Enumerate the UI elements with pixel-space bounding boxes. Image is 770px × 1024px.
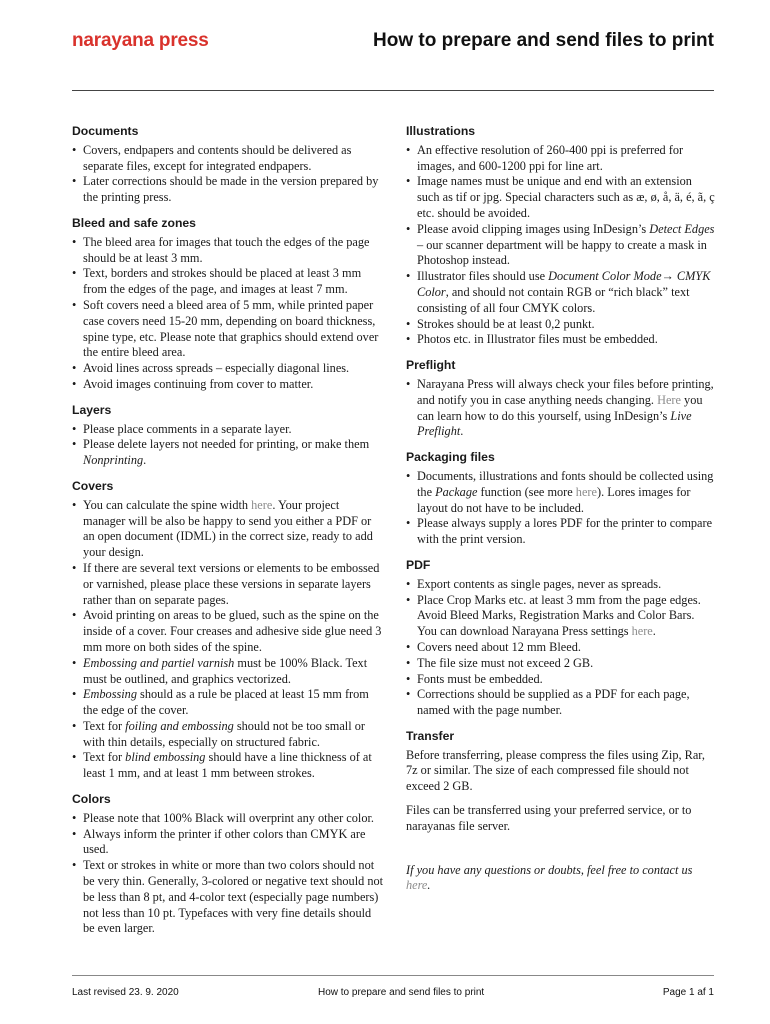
footer-divider bbox=[72, 975, 714, 976]
emphasis: Embossing bbox=[83, 687, 137, 702]
left-column bbox=[72, 124, 384, 947]
list-item: • Photos etc. in Illustrator files must be embedded. bbox=[406, 332, 716, 348]
paragraph: Files can be transferred using your preferred service, or to narayanas file server. bbox=[406, 803, 692, 833]
emphasis: blind embossing bbox=[125, 750, 206, 765]
list-item bbox=[72, 437, 384, 469]
list-item: • Avoid lines across spreads – especially diagonal lines. bbox=[72, 361, 384, 377]
emphasis: Live Preflight bbox=[417, 408, 692, 439]
list-item: • Image names must be unique and end with an extension such as tif or jpg. Special characters such as æ, ø, å, ä, é, ã, ç etc. should be avoided. bbox=[406, 174, 716, 221]
right-column bbox=[406, 124, 716, 902]
preflight-list bbox=[406, 377, 716, 440]
list-item bbox=[72, 498, 384, 561]
contact-link[interactable]: here bbox=[406, 878, 428, 893]
text: Please avoid clipping images using InDesign’s bbox=[417, 221, 650, 236]
text: . bbox=[460, 424, 464, 439]
brand-logo-text: narayana press bbox=[72, 30, 209, 51]
text: – our scanner department will be happy to create a mask in Photoshop instead. bbox=[417, 237, 707, 268]
contact-note bbox=[406, 863, 716, 895]
list-item bbox=[72, 687, 384, 719]
section-covers bbox=[72, 479, 384, 782]
document-title: How to prepare and send files to print bbox=[373, 30, 714, 51]
section-transfer bbox=[406, 729, 716, 835]
list-item bbox=[406, 269, 716, 316]
section-heading-documents: Documents bbox=[72, 124, 139, 138]
list-item: • Always inform the printer if other colors than CMYK are used. bbox=[72, 827, 384, 859]
footer-page-number: Page 1 af 1 bbox=[662, 987, 714, 998]
text: must be 100% Black. Text must be outlined, and graphics vectorized. bbox=[83, 655, 368, 686]
emphasis: Document Color Mode→ CMYK Color bbox=[417, 269, 711, 299]
text: Place Crop Marks etc. at least 3 mm from the page edges. Avoid Bleed Marks, Registration Marks and Color Bars. You can download Narayana Press settings bbox=[417, 592, 701, 639]
list-item bbox=[72, 656, 384, 688]
list-item: • Avoid images continuing from cover to matter. bbox=[72, 377, 384, 393]
paragraph: Before transferring, please compress the files using Zip, Rar, 7z or similar. The size of each compressed file should not exceed 2 GB. bbox=[406, 747, 705, 794]
text: should not be too small or with thin details, especially on structured fabric. bbox=[83, 718, 365, 749]
list-item: • The bleed area for images that touch the edges of the page should be at least 3 mm. bbox=[72, 235, 384, 267]
list-item: • Covers need about 12 mm Bleed. bbox=[406, 640, 716, 656]
section-preflight bbox=[406, 358, 716, 440]
list-item: • Text, borders and strokes should be placed at least 3 mm from the edges of the page, and images at least 7 mm. bbox=[72, 266, 384, 298]
section-bleed bbox=[72, 216, 384, 393]
text: . bbox=[143, 453, 147, 468]
footer-title: How to prepare and send files to print bbox=[318, 987, 485, 998]
section-heading-packaging: Packaging files bbox=[406, 450, 495, 465]
spine-width-link[interactable]: here bbox=[251, 497, 273, 512]
colors-list bbox=[72, 811, 384, 937]
section-heading-preflight: Preflight bbox=[406, 358, 456, 373]
section-heading-colors: Colors bbox=[72, 792, 111, 807]
emphasis: Detect Edges bbox=[649, 221, 715, 236]
list-item: • Later corrections should be made in the version prepared by the printing press. bbox=[72, 174, 384, 206]
section-heading-covers: Covers bbox=[72, 478, 114, 493]
text: Text for bbox=[83, 750, 126, 765]
list-item bbox=[72, 750, 384, 782]
list-item: • An effective resolution of 260-400 ppi is preferred for images, and 600-1200 ppi for line art. bbox=[406, 143, 716, 175]
section-illustrations bbox=[406, 124, 716, 348]
section-pdf bbox=[406, 558, 716, 719]
list-item bbox=[406, 593, 716, 640]
section-documents bbox=[72, 124, 384, 206]
text: Illustrator files should use bbox=[417, 269, 549, 284]
list-item: • Text or strokes in white or more than two colors should not be very thin. Generally, 3-colored or negative text should not be less than 8 pt, and 4-color text (especially page numbers) not less than 10 pt. Typefaces with very fine details should be even larger. bbox=[72, 858, 384, 937]
package-link[interactable]: here bbox=[575, 484, 597, 499]
list-item bbox=[406, 377, 716, 440]
illustrations-list bbox=[406, 143, 716, 348]
list-item: • The file size must not exceed 2 GB. bbox=[406, 656, 716, 672]
list-item: • If there are several text versions or elements to be embossed or varnished, please place these versions in separate layers rather than on separate pages. bbox=[72, 561, 384, 608]
list-item bbox=[406, 222, 716, 269]
list-item: • Corrections should be supplied as a PDF for each page, named with the page number. bbox=[406, 687, 716, 719]
list-item: • Fonts must be embedded. bbox=[406, 672, 716, 688]
layers-list bbox=[72, 422, 384, 469]
list-item: • Covers, endpapers and contents should be delivered as separate files, except for integrated endpapers. bbox=[72, 143, 384, 175]
list-item: • Strokes should be at least 0,2 punkt. bbox=[406, 317, 716, 333]
list-item: • Avoid printing on areas to be glued, such as the spine on the inside of a cover. Four creases and adhesive side glue need 3 mm more on both sides of the spine. bbox=[72, 608, 384, 655]
section-colors bbox=[72, 792, 384, 937]
covers-list bbox=[72, 498, 384, 782]
text: Please delete layers not needed for printing, or make them bbox=[83, 437, 370, 452]
header-divider bbox=[72, 90, 714, 91]
text: should have a line thickness of at least 1 mm, and at least 1 mm between strokes. bbox=[83, 750, 372, 781]
preflight-link[interactable]: Here bbox=[657, 392, 681, 407]
text: Narayana Press will always check your files before printing, and notify you in case anything needs changing. bbox=[417, 376, 714, 407]
text: If you have any questions or doubts, feel free to contact us bbox=[406, 862, 693, 877]
section-layers bbox=[72, 403, 384, 469]
section-heading-pdf: PDF bbox=[406, 557, 431, 572]
text: . Your project manager will be also be happy to send you either a PDF or an open document (IDML) in the correct size, ready to add your design. bbox=[83, 497, 373, 560]
text: . bbox=[652, 624, 656, 639]
text: ). Lores images for layout do not have to be included. bbox=[417, 484, 691, 515]
bleed-list bbox=[72, 235, 384, 393]
emphasis: Package bbox=[435, 484, 478, 499]
packaging-list bbox=[406, 469, 716, 548]
pdf-list bbox=[406, 577, 716, 719]
text: You can calculate the spine width bbox=[83, 497, 252, 512]
section-packaging bbox=[406, 450, 716, 548]
text: function (see more bbox=[477, 484, 576, 499]
documents-list bbox=[72, 143, 384, 206]
list-item: • Export contents as single pages, never as spreads. bbox=[406, 577, 716, 593]
pdf-settings-link[interactable]: here bbox=[631, 624, 653, 639]
list-item bbox=[406, 469, 716, 516]
list-item: • Please note that 100% Black will overprint any other color. bbox=[72, 811, 384, 827]
text: Text for bbox=[83, 718, 126, 733]
list-item: • Soft covers need a bleed area of 5 mm, while printed paper case covers need 15-20 mm, depending on board thickness, spine type, etc. Please note that graphics should extend over the entire bleed area. bbox=[72, 298, 384, 361]
section-heading-transfer: Transfer bbox=[406, 728, 455, 743]
list-item: • Please always supply a lores PDF for the printer to compare with the print version. bbox=[406, 516, 716, 548]
emphasis: Nonprinting bbox=[83, 453, 144, 468]
text: should as a rule be placed at least 15 mm from the edge of the cover. bbox=[83, 687, 369, 718]
emphasis: Embossing and partiel varnish bbox=[83, 655, 235, 670]
footer-revised-date: Last revised 23. 9. 2020 bbox=[72, 987, 179, 998]
list-item: • Please place comments in a separate layer. bbox=[72, 422, 384, 438]
section-heading-bleed: Bleed and safe zones bbox=[72, 215, 196, 230]
section-heading-layers: Layers bbox=[72, 402, 112, 417]
text: you can learn how to do this yourself, using InDesign’s bbox=[417, 392, 703, 423]
text: , and should not contain RGB or “rich black” text consisting of all four CMYK colors. bbox=[417, 284, 690, 315]
section-heading-illustrations: Illustrations bbox=[406, 124, 476, 138]
list-item bbox=[72, 719, 384, 751]
text: Documents, illustrations and fonts should be collected using the bbox=[417, 468, 714, 499]
text: . bbox=[427, 878, 431, 893]
emphasis: foiling and embossing bbox=[125, 718, 234, 733]
